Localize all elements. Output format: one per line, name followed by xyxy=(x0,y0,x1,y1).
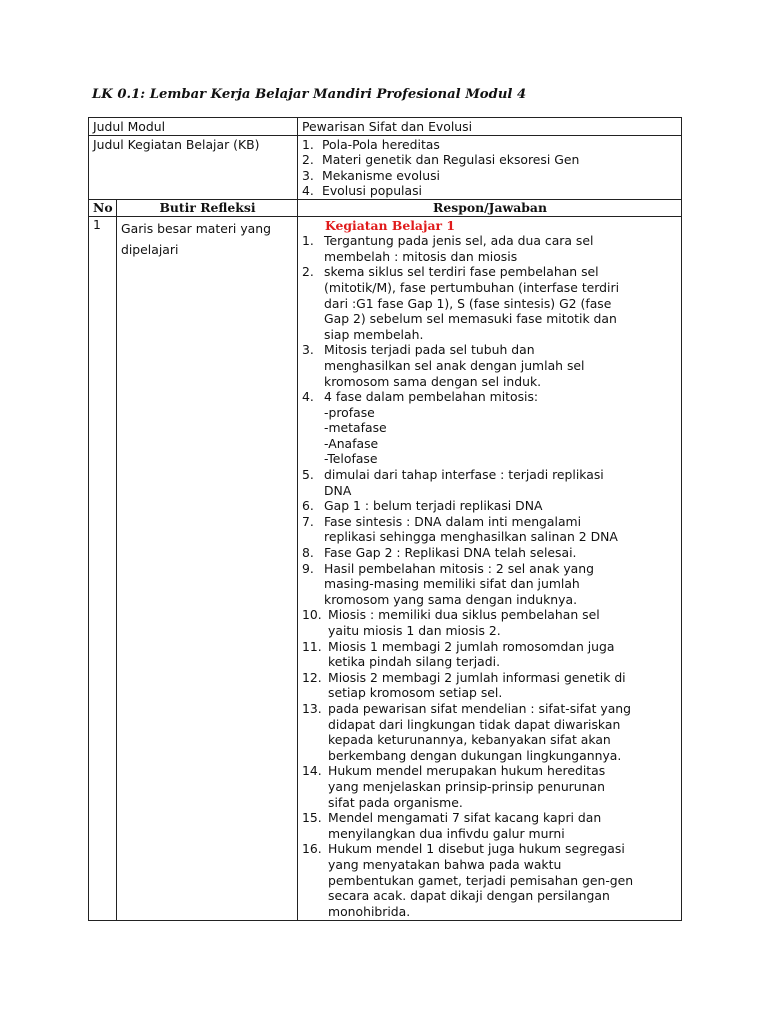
list-item-number: 1. xyxy=(302,136,314,152)
list-item xyxy=(302,168,678,184)
list-item xyxy=(302,514,678,545)
list-item-text: Miosis 1 membagi 2 jumlah romosomdan juga ketika pindah silang terjadi. xyxy=(328,638,615,670)
list-item-number: 13. xyxy=(302,700,322,716)
list-item-number: 1. xyxy=(302,233,314,249)
list-item xyxy=(302,183,678,199)
list-item-number: 10. xyxy=(302,607,322,623)
list-item-number: 5. xyxy=(302,467,314,483)
list-item-number: 2. xyxy=(302,264,314,280)
list-item-number: 12. xyxy=(302,669,322,685)
list-item-text: dimulai dari tahap interfase : terjadi replikasi DNA xyxy=(324,467,604,498)
list-item xyxy=(302,342,678,389)
list-item-text: Pola-Pola hereditas xyxy=(322,136,440,152)
list-item-number: 3. xyxy=(302,342,314,358)
list-item-text: Mekanisme evolusi xyxy=(322,167,440,183)
modul-label: Judul Modul xyxy=(89,118,298,136)
header-row xyxy=(89,199,682,216)
row-number: 1 xyxy=(89,216,117,921)
page-title: LK 0.1: Lembar Kerja Belajar Mandiri Profesional Modul 4 xyxy=(92,87,527,102)
list-item xyxy=(302,841,678,919)
list-item-text: Materi genetik dan Regulasi eksoresi Gen xyxy=(322,152,580,168)
modul-row xyxy=(89,118,682,136)
respon-list xyxy=(302,233,678,919)
list-item-text: Hukum mendel merupakan hukum hereditas yang menjelaskan prinsip-prinsip penurunan sifat pada organisme. xyxy=(328,763,606,810)
worksheet-table xyxy=(88,117,682,921)
list-item xyxy=(302,763,678,810)
header-respon-jawaban: Respon/Jawaban xyxy=(298,199,682,216)
list-item-number: 8. xyxy=(302,545,314,561)
list-item-number: 4. xyxy=(302,389,314,405)
list-item xyxy=(302,670,678,701)
list-item-number: 3. xyxy=(302,167,314,183)
list-item-text: Fase sintesis : DNA dalam inti mengalami replikasi sehingga menghasilkan salinan 2 DNA xyxy=(324,513,618,545)
list-item-number: 2. xyxy=(302,152,314,168)
modul-value: Pewarisan Sifat dan Evolusi xyxy=(298,118,682,136)
list-item xyxy=(302,639,678,670)
list-item xyxy=(302,561,678,608)
list-item-text: Hasil pembelahan mitosis : 2 sel anak yang masing-masing memiliki sifat dan jumlah kromosom yang sama dengan induknya. xyxy=(324,560,594,607)
list-item-text: Evolusi populasi xyxy=(322,183,422,199)
list-item xyxy=(302,264,678,342)
respon-cell xyxy=(298,216,682,921)
list-item xyxy=(302,467,678,498)
table-row xyxy=(89,216,682,921)
kb-row xyxy=(89,135,682,199)
list-item-text: Tergantung pada jenis sel, ada dua cara sel membelah : mitosis dan miosis xyxy=(324,233,594,264)
list-item-number: 16. xyxy=(302,841,322,857)
list-item xyxy=(302,545,678,561)
kb-label: Judul Kegiatan Belajar (KB) xyxy=(89,135,298,199)
list-item-text: Fase Gap 2 : Replikasi DNA telah selesai. xyxy=(324,545,577,561)
list-item-number: 14. xyxy=(302,763,322,779)
list-item-text: Hukum mendel 1 disebut juga hukum segregasi yang menyatakan bahwa pada waktu pembentukan gamet, terjadi pemisahan gen-gen secara acak. dapat dikaji dengan persilangan monohibrida. xyxy=(328,841,634,919)
list-item-text: pada pewarisan sifat mendelian : sifat-sifat yang didapat dari lingkungan tidak dapat diwariskan kepada keturunannya, kebanyakan sifat akan berkembang dengan dukungan lingkungannya. xyxy=(328,700,632,763)
kb-list-cell xyxy=(298,135,682,199)
list-item-number: 11. xyxy=(302,638,322,654)
list-item-text: Miosis : memiliki dua siklus pembelahan sel yaitu miosis 1 dan miosis 2. xyxy=(328,607,600,638)
list-item xyxy=(302,152,678,168)
list-item-text: Mendel mengamati 7 sifat kacang kapri dan menyilangkan dua infivdu galur murni xyxy=(328,810,602,841)
list-item-number: 9. xyxy=(302,560,314,576)
kb-list xyxy=(302,137,678,199)
list-item xyxy=(302,137,678,153)
list-item-text: skema siklus sel terdiri fase pembelahan sel (mitotik/M), fase pertumbuhan (interfase terdiri dari :G1 fase Gap 1), S (fase sintesis) G2 (fase Gap 2) sebelum sel memasuki fase mitotik dan siap membelah. xyxy=(324,264,620,342)
header-no: No xyxy=(89,199,117,216)
list-item xyxy=(302,810,678,841)
list-item-number: 4. xyxy=(302,183,314,199)
list-item xyxy=(302,607,678,638)
kegiatan-heading: Kegiatan Belajar 1 xyxy=(325,217,455,233)
list-item xyxy=(302,701,678,763)
refleksi-text: Garis besar materi yang dipelajari xyxy=(117,216,298,921)
list-item xyxy=(302,389,678,467)
list-item xyxy=(302,498,678,514)
list-item-text: Mitosis terjadi pada sel tubuh dan menghasilkan sel anak dengan jumlah sel kromosom sama dengan sel induk. xyxy=(324,342,585,389)
list-item-number: 7. xyxy=(302,513,314,529)
list-item-text: 4 fase dalam pembelahan mitosis: -profase -metafase -Anafase -Telofase xyxy=(324,389,539,467)
list-item-text: Gap 1 : belum terjadi replikasi DNA xyxy=(324,498,543,514)
list-item xyxy=(302,233,678,264)
header-butir-refleksi: Butir Refleksi xyxy=(117,199,298,216)
list-item-number: 15. xyxy=(302,810,322,826)
list-item-text: Miosis 2 membagi 2 jumlah informasi genetik di setiap kromosom setiap sel. xyxy=(328,669,626,701)
list-item-number: 6. xyxy=(302,498,314,514)
